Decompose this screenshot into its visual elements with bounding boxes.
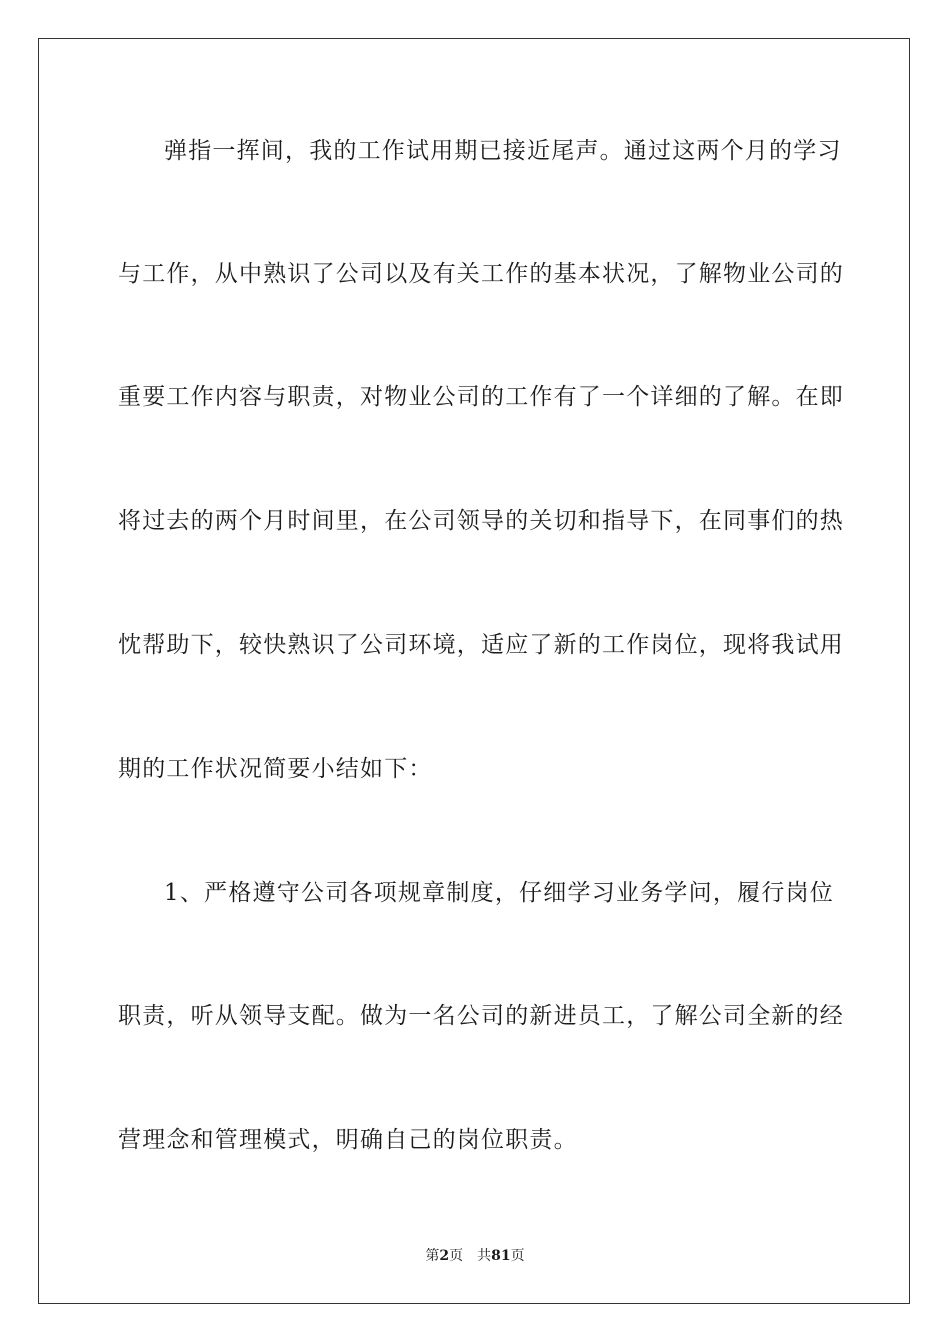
footer-page-suffix: 页 (449, 1248, 464, 1264)
paragraph-1-line-4: 将过去的两个月时间里，在公司领导的关切和指导下，在同事们的热 (118, 508, 844, 534)
page-footer (0, 1247, 950, 1265)
paragraph-1-line-6: 期的工作状况简要小结如下： (118, 756, 433, 782)
footer-page-number: 2 (439, 1248, 450, 1264)
paragraph-1-line-1: 弹指一挥间，我的工作试用期已接近尾声。通过这两个月的学习 (164, 138, 842, 164)
paragraph-2-line-3: 营理念和管理模式，明确自己的岗位职责。 (118, 1127, 578, 1153)
paragraph-2-line-1: 1、严格遵守公司各项规章制度，仔细学习业务学问，履行岗位 (164, 880, 834, 906)
paragraph-1-line-2: 与工作，从中熟识了公司以及有关工作的基本状况，了解物业公司的 (118, 261, 844, 287)
paragraph-2-line-2: 职责，听从领导支配。做为一名公司的新进员工，了解公司全新的经 (118, 1003, 844, 1029)
footer-total-pages: 81 (491, 1248, 511, 1264)
footer-page-prefix: 第 (425, 1248, 440, 1264)
paragraph-1-line-3: 重要工作内容与职责，对物业公司的工作有了一个详细的了解。在即 (118, 384, 844, 410)
footer-total-suffix: 页 (510, 1248, 525, 1264)
footer-total-prefix: 共 (477, 1248, 492, 1264)
page-border (38, 38, 910, 1304)
paragraph-1-line-5: 忱帮助下，较快熟识了公司环境，适应了新的工作岗位，现将我试用 (118, 632, 844, 658)
